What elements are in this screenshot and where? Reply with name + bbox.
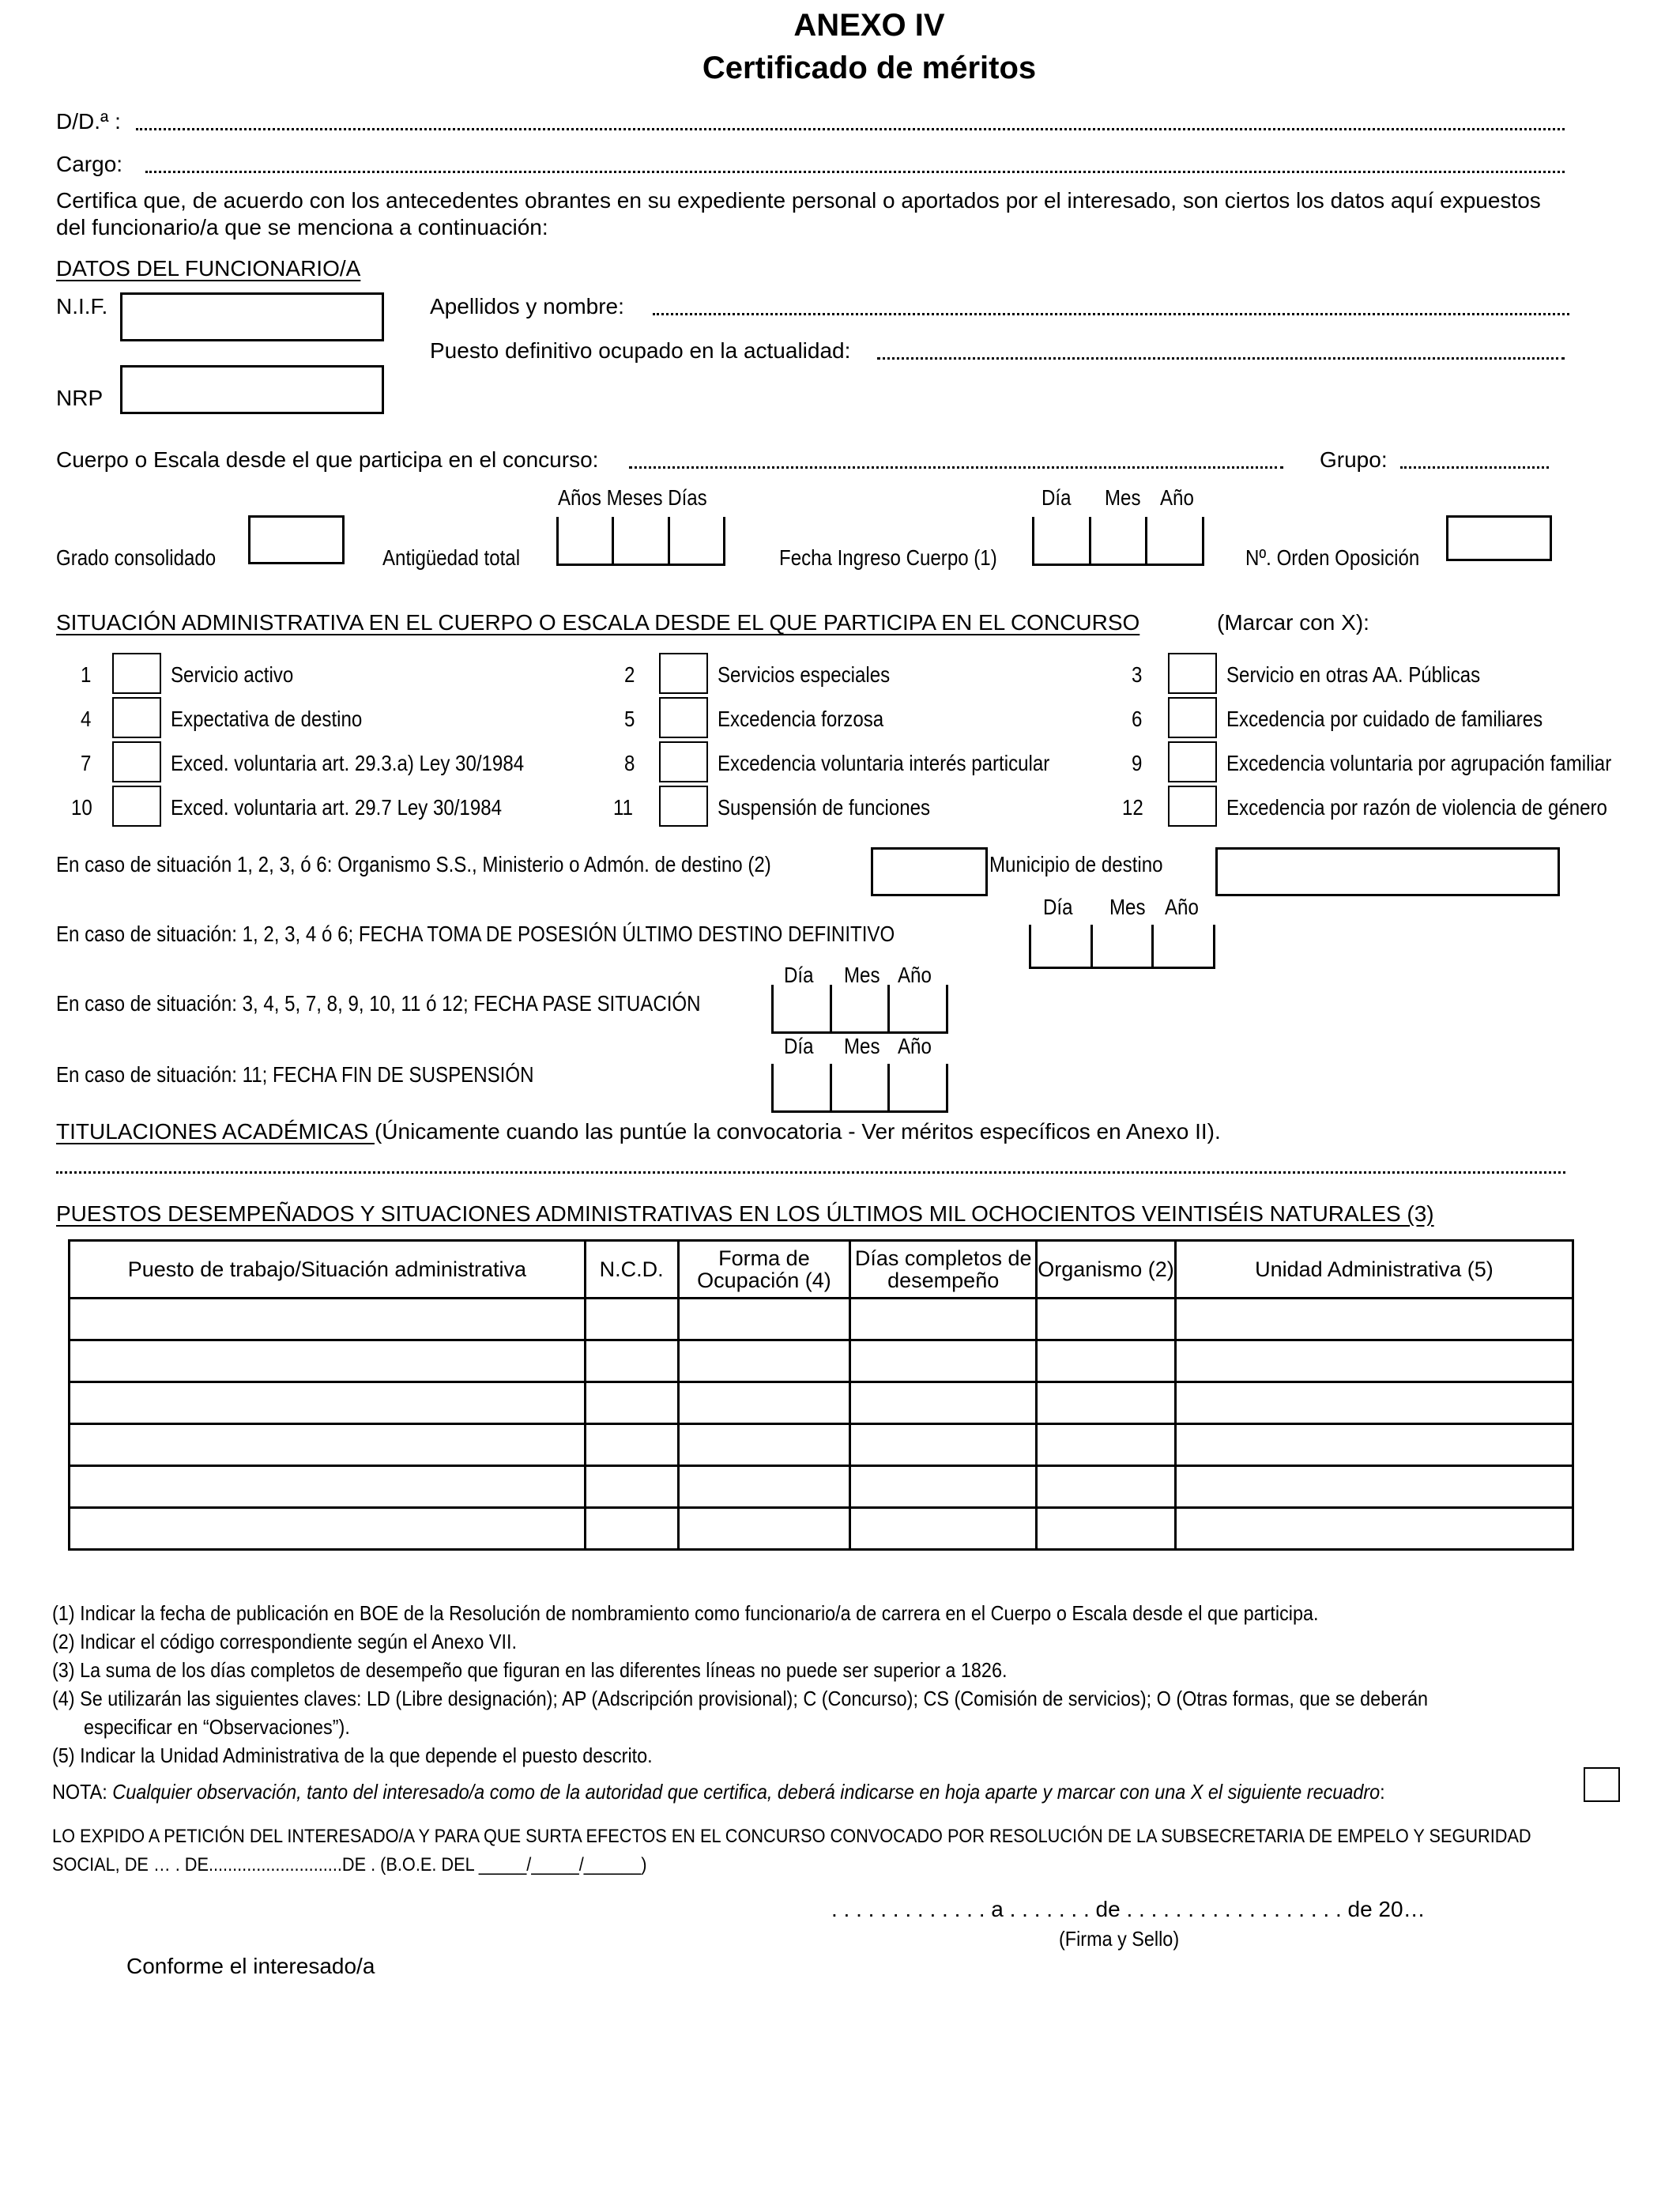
table-cell[interactable] [70,1508,586,1550]
col-organismo-header: Organismo (2) [1037,1241,1176,1299]
col-puesto-header: Puesto de trabajo/Situación administrativa [70,1241,586,1299]
caso4-label: En caso de situación: 11; FECHA FIN DE SUSPENSIÓN [56,1062,534,1087]
sit-label-5: Excedencia forzosa [718,707,884,731]
caso1-label: En caso de situación 1, 2, 3, ó 6: Organismo S.S., Ministerio o Admón. de destino (2) [56,852,771,876]
table-cell[interactable] [678,1382,850,1424]
annex-title: ANEXO IV [793,8,945,43]
nrp-field[interactable] [120,365,384,414]
sit-checkbox-5[interactable] [659,697,708,738]
sit-checkbox-4[interactable] [112,697,161,738]
table-cell[interactable] [1037,1424,1176,1466]
nrp-label: NRP [56,386,104,410]
sit-num-7: 7 [81,751,92,775]
sit-label-10: Exced. voluntaria art. 29.7 Ley 30/1984 [171,795,503,820]
sit-label-8: Excedencia voluntaria interés particular [718,751,1050,775]
toma-posesion-date-field[interactable] [1029,925,1215,969]
expido-line-1: LO EXPIDO A PETICIÓN DEL INTERESADO/A Y PARA QUE SURTA EFECTOS EN EL CONCURSO CONVOCADO POR RESOLUCIÓN DE LA SUBSECRETARIA DE EMPELO Y SEGURIDAD [52,1826,1531,1847]
table-cell[interactable] [585,1508,678,1550]
certifica-line-1: Certifica que, de acuerdo con los antecedentes obrantes en su expediente personal o aportados por el interesado, son ciertos los datos aquí expuestos [56,188,1541,213]
puestos-table [68,1239,1574,1551]
table-cell[interactable] [1175,1424,1573,1466]
table-cell[interactable] [1037,1382,1176,1424]
cuerpo-dotted-line[interactable] [629,466,1283,469]
apellidos-dotted-line[interactable] [653,313,1569,315]
table-cell[interactable] [850,1466,1037,1508]
apellidos-label: Apellidos y nombre: [430,294,624,319]
expido-line-2: SOCIAL, DE … . DE............................DE . (B.O.E. DEL _____/_____/______) [52,1854,647,1875]
sit-label-4: Expectativa de destino [171,707,363,731]
sit-num-1: 1 [81,662,92,687]
titulaciones-row [56,1119,1221,1144]
note-4: (4) Se utilizarán las siguientes claves: LD (Libre designación); AP (Adscripción provisional); C (Concurso); CS (Comisión de servicios); O (Otras formas, que se deberán [52,1687,1428,1710]
municipio-field[interactable] [1215,847,1560,896]
table-cell[interactable] [850,1299,1037,1340]
table-cell[interactable] [70,1299,586,1340]
table-row [70,1299,1573,1340]
note-5: (5) Indicar la Unidad Administrativa de la que depende el puesto descrito. [52,1744,653,1767]
table-cell[interactable] [70,1466,586,1508]
table-cell[interactable] [70,1382,586,1424]
sit-checkbox-3[interactable] [1168,653,1217,694]
datos-heading: DATOS DEL FUNCIONARIO/A [56,256,361,281]
sit-checkbox-12[interactable] [1168,786,1217,827]
pase-situacion-date-field[interactable] [771,985,948,1034]
caso4-ano-label: Año [898,1034,932,1058]
table-cell[interactable] [585,1299,678,1340]
sit-label-2: Servicios especiales [718,662,891,687]
certifica-line-2: del funcionario/a que se menciona a continuación: [56,215,548,239]
conforme-label: Conforme el interesado/a [126,1954,375,1978]
sit-checkbox-9[interactable] [1168,741,1217,782]
sit-checkbox-7[interactable] [112,741,161,782]
grupo-label: Grupo: [1320,447,1388,472]
table-cell[interactable] [678,1424,850,1466]
caso4-dia-label: Día [784,1034,814,1058]
sit-label-11: Suspensión de funciones [718,795,931,820]
observaciones-checkbox[interactable] [1584,1767,1620,1802]
sit-num-2: 2 [624,662,635,687]
antiguedad-field[interactable] [556,517,725,566]
sit-num-9: 9 [1132,751,1143,775]
table-cell[interactable] [1037,1299,1176,1340]
nif-label: N.I.F. [56,294,108,319]
sit-num-4: 4 [81,707,92,731]
table-cell[interactable] [850,1424,1037,1466]
antiguedad-label: Antigüedad total [382,545,521,570]
table-cell[interactable] [70,1424,586,1466]
fecha-ingreso-label: Fecha Ingreso Cuerpo (1) [779,545,997,570]
table-cell[interactable] [585,1340,678,1382]
table-cell[interactable] [850,1382,1037,1424]
table-cell[interactable] [70,1340,586,1382]
fecha-ingreso-field[interactable] [1032,517,1204,566]
caso3-mes-label: Mes [844,963,880,987]
dd-label: D/D.ª : [56,109,121,134]
table-row [70,1382,1573,1424]
sit-num-10: 10 [71,795,92,820]
nota-label: NOTA: [52,1780,107,1804]
sit-num-5: 5 [624,707,635,731]
sit-checkbox-1[interactable] [112,653,161,694]
titulaciones-note: (Únicamente cuando las puntúe la convocatoria - Ver méritos específicos en Anexo II). [374,1119,1221,1144]
table-cell[interactable] [585,1466,678,1508]
note-3: (3) La suma de los días completos de desempeño que figuran en las diferentes líneas no puede ser superior a 1826. [52,1658,1008,1682]
table-cell[interactable] [678,1466,850,1508]
caso2-mes-label: Mes [1109,895,1146,919]
table-row [70,1466,1573,1508]
note-2: (2) Indicar el código correspondiente según el Anexo VII. [52,1630,517,1653]
orden-label: Nº. Orden Oposición [1245,545,1420,570]
table-cell[interactable] [1175,1382,1573,1424]
sit-num-11: 11 [613,795,634,820]
titulaciones-heading: TITULACIONES ACADÉMICAS [56,1119,375,1144]
titulaciones-dotted-line[interactable] [56,1171,1565,1174]
puesto-dotted-line[interactable] [877,357,1565,360]
caso3-ano-label: Año [898,963,932,987]
sit-checkbox-6[interactable] [1168,697,1217,738]
puestos-heading: PUESTOS DESEMPEÑADOS Y SITUACIONES ADMINISTRATIVAS EN LOS ÚLTIMOS MIL OCHOCIENTOS VEINTISÉIS NATURALES (3) [56,1201,1434,1226]
caso2-ano-label: Año [1165,895,1199,919]
col-dias-header: Días completos de desempeño [850,1241,1037,1299]
anos-meses-dias-label: Años Meses Días [558,485,707,510]
municipio-label: Municipio de destino [989,852,1163,876]
table-cell[interactable] [585,1424,678,1466]
note-1: (1) Indicar la fecha de publicación en BOE de la Resolución de nombramiento como funcionario/a de carrera en el Cuerpo o Escala desde el que participa. [52,1601,1319,1625]
sit-label-3: Servicio en otras AA. Públicas [1226,662,1481,687]
table-header-row [70,1241,1573,1299]
dd-dotted-line[interactable] [136,128,1565,130]
fecha-ingreso-dia-label: Día [1042,485,1072,510]
cargo-dotted-line[interactable] [145,171,1565,173]
caso2-dia-label: Día [1043,895,1073,919]
sit-label-1: Servicio activo [171,662,294,687]
orden-field[interactable] [1446,515,1552,561]
lugar-fecha-line[interactable]: . . . . . . . . . . . . . a . . . . . . . de . . . . . . . . . . . . . . . . . . de 20… [831,1897,1426,1921]
table-cell[interactable] [1175,1340,1573,1382]
sit-label-7: Exced. voluntaria art. 29.3.a) Ley 30/1984 [171,751,525,775]
caso3-dia-label: Día [784,963,814,987]
grado-field[interactable] [248,515,345,564]
sit-label-6: Excedencia por cuidado de familiares [1226,707,1543,731]
caso2-label: En caso de situación: 1, 2, 3, 4 ó 6; FECHA TOMA DE POSESIÓN ÚLTIMO DESTINO DEFINITIVO [56,922,895,946]
sit-checkbox-11[interactable] [659,786,708,827]
col-ncd-header: N.C.D. [585,1241,678,1299]
caso3-label: En caso de situación: 3, 4, 5, 7, 8, 9, 10, 11 ó 12; FECHA PASE SITUACIÓN [56,991,701,1016]
table-cell[interactable] [1037,1340,1176,1382]
firma-sello-label: (Firma y Sello) [1059,1927,1180,1951]
note-4-continued: especificar en “Observaciones”). [84,1715,350,1739]
nif-field[interactable] [120,292,384,341]
table-cell[interactable] [1037,1466,1176,1508]
sit-label-9: Excedencia voluntaria por agrupación familiar [1226,751,1612,775]
col-forma-header: Forma de Ocupación (4) [678,1241,850,1299]
nota-line: NOTA: Cualquier observación, tanto del interesado/a como de la autoridad que certifica, deberá indicarse en hoja aparte y marcar con una X el siguiente recuadro: [52,1780,1385,1804]
fecha-ingreso-mes-label: Mes [1105,485,1141,510]
table-cell[interactable] [850,1340,1037,1382]
grupo-dotted-line[interactable] [1400,466,1549,469]
sit-num-12: 12 [1122,795,1143,820]
fin-suspension-date-field[interactable] [771,1064,948,1113]
puesto-label: Puesto definitivo ocupado en la actualidad: [430,338,851,363]
sit-label-12: Excedencia por razón de violencia de género [1226,795,1607,820]
organismo-field[interactable] [871,847,988,896]
table-row [70,1424,1573,1466]
table-cell[interactable] [585,1382,678,1424]
table-cell[interactable] [1175,1508,1573,1550]
situacion-heading: SITUACIÓN ADMINISTRATIVA EN EL CUERPO O ESCALA DESDE EL QUE PARTICIPA EN EL CONCURSO [56,610,1140,635]
sit-num-6: 6 [1132,707,1143,731]
sit-num-3: 3 [1132,662,1143,687]
table-cell[interactable] [678,1340,850,1382]
caso4-mes-label: Mes [844,1034,880,1058]
page-title: Certificado de méritos [702,51,1037,85]
sit-num-8: 8 [624,751,635,775]
table-cell[interactable] [1175,1466,1573,1508]
nota-text: Cualquier observación, tanto del interesado/a como de la autoridad que certifica, deberá indicarse en hoja aparte y marcar con una X el siguiente recuadro [112,1780,1381,1804]
cuerpo-label: Cuerpo o Escala desde el que participa en el concurso: [56,447,599,472]
cargo-label: Cargo: [56,152,123,176]
situacion-note: (Marcar con X): [1217,610,1369,635]
table-cell[interactable] [850,1508,1037,1550]
sit-checkbox-10[interactable] [112,786,161,827]
table-row [70,1340,1573,1382]
sit-checkbox-8[interactable] [659,741,708,782]
fecha-ingreso-ano-label: Año [1160,485,1194,510]
col-unidad-header: Unidad Administrativa (5) [1175,1241,1573,1299]
table-cell[interactable] [1037,1508,1176,1550]
table-cell[interactable] [678,1508,850,1550]
grado-label: Grado consolidado [56,545,217,570]
table-cell[interactable] [678,1299,850,1340]
table-cell[interactable] [1175,1299,1573,1340]
sit-checkbox-2[interactable] [659,653,708,694]
table-row [70,1508,1573,1550]
